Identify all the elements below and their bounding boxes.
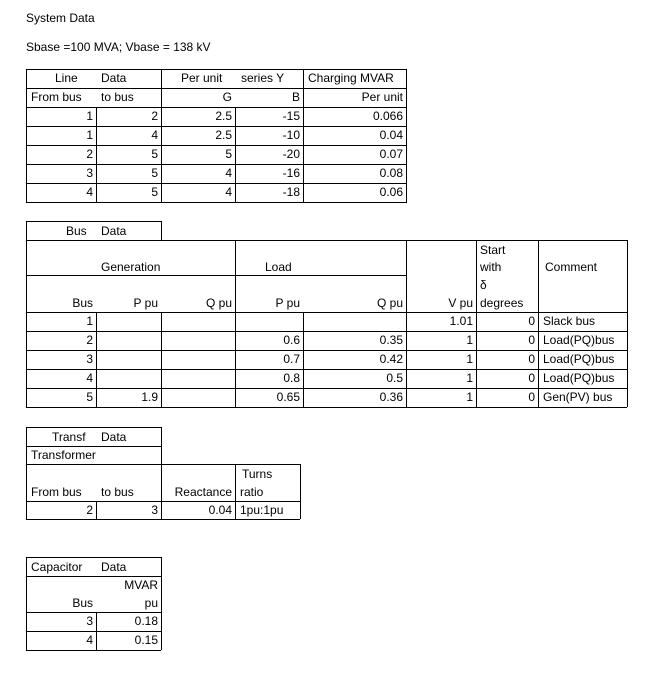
- b-cell: -18: [282, 185, 300, 199]
- g-cell: 4: [225, 166, 232, 180]
- base-values: Sbase =100 MVA; Vbase = 138 kV: [26, 40, 211, 54]
- g-cell: 2.5: [215, 109, 232, 123]
- page-title: System Data: [26, 11, 95, 25]
- cap-col-bus: Bus: [72, 596, 93, 610]
- to-bus-cell: 5: [151, 185, 158, 199]
- line-header-from-bus: From bus: [31, 90, 82, 104]
- transf-subtitle: Transformer: [31, 448, 96, 462]
- bus-col-gen-q: Q pu: [205, 296, 232, 310]
- bus-cell: 1: [86, 314, 93, 328]
- load-p-cell: 0.7: [283, 352, 300, 366]
- charging-cell: 0.08: [379, 166, 403, 180]
- bus-title-bus: Bus: [66, 224, 87, 238]
- b-cell: -10: [282, 128, 300, 142]
- line-header-charging: Charging MVAR: [308, 71, 394, 85]
- load-q-cell: 0.5: [386, 371, 403, 385]
- bus-header-comment: Comment: [545, 260, 598, 274]
- cap-title-capacitor: Capacitor: [31, 560, 83, 574]
- bus-col-load-p: P pu: [275, 296, 300, 310]
- line-header-seriesy: series Y: [241, 71, 285, 85]
- load-p-cell: 0.65: [276, 390, 300, 404]
- comment-cell: Load(PQ)bus: [543, 371, 615, 385]
- line-header-perunit: Per unit: [181, 71, 223, 85]
- bus-header-load: Load: [265, 260, 292, 274]
- v-cell: 1: [466, 333, 473, 347]
- charging-cell: 0.066: [372, 109, 403, 123]
- load-q-cell: 0.42: [379, 352, 403, 366]
- line-header-perunit-mvar: Per unit: [361, 90, 403, 104]
- bus-col-v: V pu: [448, 296, 473, 310]
- b-cell: -16: [282, 166, 300, 180]
- ratio-cell: 1pu:1pu: [240, 503, 284, 517]
- bus-col-gen-p: P pu: [133, 296, 158, 310]
- line-header-b: B: [291, 90, 300, 104]
- transf-title-transf: Transf: [52, 430, 86, 444]
- from-bus-cell: 3: [86, 166, 93, 180]
- degrees-cell: 0: [528, 333, 535, 347]
- from-bus-cell: 1: [86, 128, 93, 142]
- to-bus-cell: 5: [151, 166, 158, 180]
- transf-col-to-bus: to bus: [101, 485, 134, 499]
- degrees-cell: 0: [528, 390, 535, 404]
- to-bus-cell: 5: [151, 147, 158, 161]
- comment-cell: Gen(PV) bus: [543, 390, 613, 404]
- comment-cell: Load(PQ)bus: [543, 333, 615, 347]
- degrees-cell: 0: [528, 314, 535, 328]
- line-header-g: G: [222, 90, 232, 104]
- b-cell: -15: [282, 109, 300, 123]
- transf-header-turns: Turns: [242, 467, 273, 481]
- bus-title-data: Data: [101, 224, 127, 238]
- load-p-cell: 0.8: [283, 371, 300, 385]
- charging-cell: 0.07: [379, 147, 403, 161]
- bus-col-load-q: Q pu: [376, 296, 403, 310]
- bus-header-start: Start: [480, 243, 506, 257]
- from-bus-cell: 2: [86, 147, 93, 161]
- comment-cell: Slack bus: [543, 314, 596, 328]
- load-q-cell: 0.35: [379, 333, 403, 347]
- degrees-cell: 0: [528, 371, 535, 385]
- cap-header-mvar: MVAR: [124, 578, 158, 592]
- g-cell: 2.5: [215, 128, 232, 142]
- v-cell: 1.01: [449, 314, 473, 328]
- comment-cell: Load(PQ)bus: [543, 352, 615, 366]
- transf-col-ratio: ratio: [240, 485, 264, 499]
- bus-header-delta: δ: [480, 278, 487, 292]
- reactance-cell: 0.04: [208, 503, 232, 517]
- bus-cell: 5: [86, 390, 93, 404]
- transf-col-reactance: Reactance: [174, 485, 232, 499]
- bus-col-degrees: degrees: [480, 296, 524, 310]
- transf-title-data: Data: [101, 430, 127, 444]
- g-cell: 4: [225, 185, 232, 199]
- from-bus-cell: 2: [86, 503, 93, 517]
- load-p-cell: 0.6: [283, 333, 300, 347]
- to-bus-cell: 2: [151, 109, 158, 123]
- g-cell: 5: [225, 147, 232, 161]
- bus-cell: 2: [86, 333, 93, 347]
- v-cell: 1: [466, 371, 473, 385]
- cap-col-pu: pu: [144, 596, 158, 610]
- bus-header-generation: Generation: [101, 260, 161, 274]
- bus-cell: 4: [86, 633, 93, 647]
- mvar-cell: 0.15: [134, 633, 158, 647]
- gen-p-cell: 1.9: [141, 390, 158, 404]
- b-cell: -20: [282, 147, 300, 161]
- bus-cell: 3: [86, 352, 93, 366]
- line-header-data: Data: [101, 71, 127, 85]
- v-cell: 1: [466, 352, 473, 366]
- degrees-cell: 0: [528, 352, 535, 366]
- bus-cell: 4: [86, 371, 93, 385]
- charging-cell: 0.04: [379, 128, 403, 142]
- v-cell: 1: [466, 390, 473, 404]
- from-bus-cell: 4: [86, 185, 93, 199]
- charging-cell: 0.06: [379, 185, 403, 199]
- from-bus-cell: 1: [86, 109, 93, 123]
- transf-col-from-bus: From bus: [31, 485, 82, 499]
- bus-header-with: with: [480, 260, 502, 274]
- to-bus-cell: 4: [151, 128, 158, 142]
- mvar-cell: 0.18: [134, 614, 158, 628]
- cap-title-data: Data: [101, 560, 127, 574]
- line-header-to-bus: to bus: [101, 90, 134, 104]
- bus-cell: 3: [86, 614, 93, 628]
- to-bus-cell: 3: [151, 503, 158, 517]
- load-q-cell: 0.36: [379, 390, 403, 404]
- line-header-line: Line: [55, 71, 78, 85]
- bus-col-bus: Bus: [72, 296, 93, 310]
